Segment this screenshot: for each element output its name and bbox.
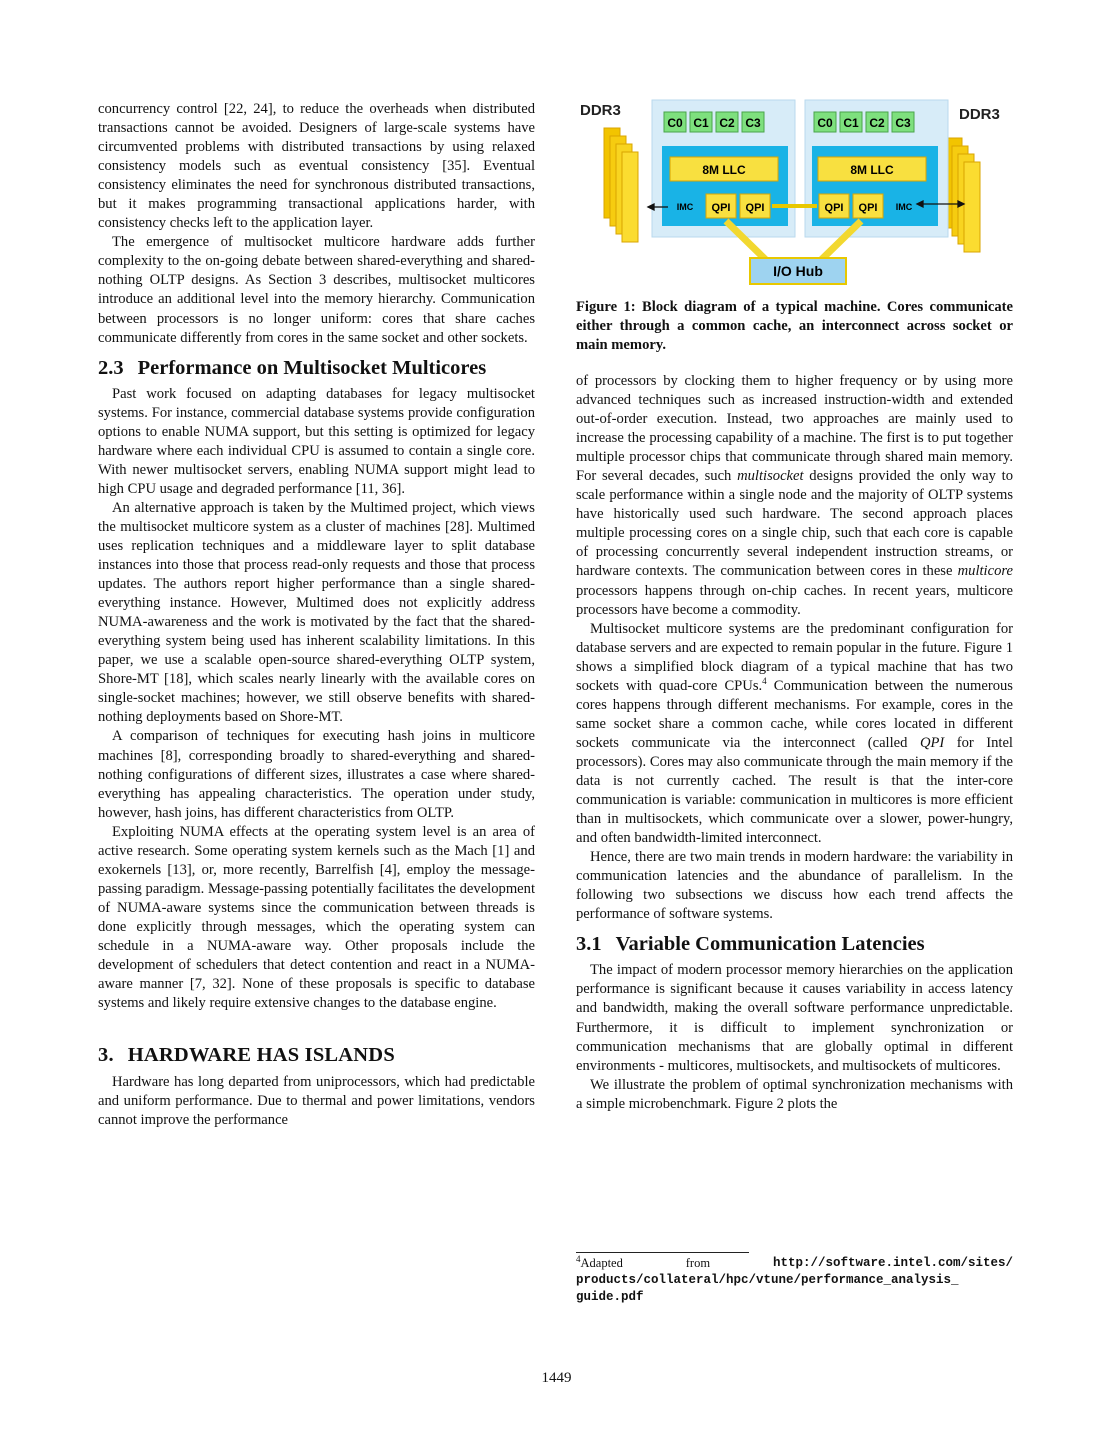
qpi-label: QPI <box>858 202 878 214</box>
core-label: C3 <box>745 116 761 130</box>
socket-1 <box>805 100 948 237</box>
paragraph: of processors by clocking them to higher frequency or by using more advanced techniques such as increased instruction-width and extended out-of-order execution. Instead, two approaches are mainly used to increase the processing capability of a machine. The first is to put together multiple processor chips that communicate through shared main memory. For several decades, such multisocket designs provided the only way to scale performance within a single node and the majority of OLTP systems have historically used such hardware. The second approach places multiple processing cores on a single chip, such that each core is capable of processing concurrently several independent instruction streams, or hardware contexts. The communication between cores in these multicore processors happens through on-chip caches. In recent years, multicore processors have become a commodity. <box>576 373 1014 618</box>
core-label: C2 <box>719 116 735 130</box>
qpi-label: QPI <box>824 202 844 214</box>
paragraph: We illustrate the problem of optimal synchronization mechanisms with a simple microbenchmark. Figure 2 plots the <box>576 1076 1013 1112</box>
footnote-link[interactable]: http://software.intel.com/sites/ <box>772 1256 1013 1270</box>
figure-caption: Figure 1: Block diagram of a typical machine. Cores communicate either through a common cache, an interconnect across socket or main memory. <box>576 299 1013 353</box>
socket-0 <box>652 100 795 237</box>
ddr-stack-right <box>946 138 980 252</box>
footnote-rule <box>576 1252 749 1253</box>
io-hub-label: I/O Hub <box>773 263 823 279</box>
imc-label: IMC <box>895 202 913 212</box>
block-diagram <box>576 98 1013 288</box>
paragraph: concurrency control [22, 24], to reduce the overheads when distributed transactions cannot be avoided. Designers of large-scale systems have circumvented problems with distributed transactions by using relaxed consistency models such as eventual consistency [35]. Eventual consistency eliminates the need for synchronous distributed transactions, but it makes programming transactional applications harder, with consistency checks left to the application layer. <box>98 101 535 232</box>
footnote-mark: 4 <box>762 675 767 686</box>
llc-label: 8M LLC <box>850 163 894 177</box>
paragraph: Multisocket multicore systems are the predominant configuration for database servers and are expected to remain popular in the future. Figure 1 shows a simplified block diagram of a typical machine that has two sockets with quad-core CPUs.$^4$ Communication between the numerous cores happens through different mechanisms. For example, cores in the same socket share a common cache, while cores located in different sockets communicate via the interconnect (called QPI for Intel processors). Cores may also communicate through the main memory if the data is not currently cached. The result is that the inter-core communication is variable: communication in multicores is more efficient than in multisockets, which communicate over a slower, power-hungry, and often bandwidth-limited interconnect. <box>576 620 1013 847</box>
paragraph: Past work focused on adapting databases for legacy multisocket systems. For instance, commercial database systems provide configuration options to enable NUMA support, but this setting is optimized for legacy hardware where each individual CPU is assumed to contain a single core. With newer multisocket servers, enabling NUMA support might lead to high CPU usage and degraded performance [11, 36]. <box>98 385 535 497</box>
footnote-link[interactable]: products/collateral/hpc/vtune/performance_analysis_ <box>576 1273 959 1287</box>
paragraph: The impact of modern processor memory hierarchies on the application performance is significant because it causes variability in access latency and bandwidth, making the overall software performance unpredictable. Furthermore, it is difficult to implement synchronization or communication mechanisms that are globally optimal in different environments - multicores, multisockets, and multisockets of multicores. <box>576 962 1013 1074</box>
core-label: C2 <box>869 116 885 130</box>
footnote: $^4$Adapted from http://software.intel.com/sites/ products/collateral/hpc/vtune/performance_analysis_ guide.pdf <box>576 1253 1013 1304</box>
paragraph: Hence, there are two main trends in modern hardware: the variability in communication latencies and the abundance of parallelism. In the following two subsections we discuss how each trend affects the performance of software systems. <box>576 849 1013 923</box>
core-label: C1 <box>693 116 709 130</box>
left-column <box>98 100 535 1130</box>
qpi-label: QPI <box>711 202 731 214</box>
paragraph: The emergence of multisocket multicore hardware adds further complexity to the on-going debate between shared-everything and shared-nothing OLTP designs. As Section 3 describes, multisocket multicores introduce an additional level into the memory hierarchy. Communication between processors is no longer uniform: cores that share caches communicate differently from cores in the same socket and other sockets. <box>98 234 535 346</box>
ddr-label-right: DDR3 <box>959 106 1000 123</box>
llc-label: 8M LLC <box>702 163 746 177</box>
ddr-label-left: DDR3 <box>580 102 621 119</box>
paragraph: Exploiting NUMA effects at the operating system level is an area of active research. Some operating system kernels such as the Mach [1] and exokernels [13], or, more recently, Barrelfish [4], employ the message-passing paradigm. Message-passing potentially facilitates the development of NUMA-aware systems since the communication between threads is done explicitly through messages, which the operating system can schedule in a NUMA-aware way. Other proposals include the development of schedulers that detect contention and react in a NUMA-aware manner [7, 32]. None of these proposals is specific to database systems and likely require extensive changes to the database engine. <box>98 823 535 1012</box>
section-heading-2-3: 2.3 Performance on Multisocket Multicores <box>98 356 487 379</box>
paragraph: An alternative approach is taken by the Multimed project, which views the multisocket multicore system as a cluster of machines [28]. Multimed uses replication techniques and a middleware layer to split database instances into those that process read-only requests and those that process updates. The authors report higher performance than a single shared-everything instance. However, Multimed does not explicitly address NUMA-awareness and the work is motivated by the fact that the shared-everything system being used has inherent scalability limitations. In this paper, we use a scalable open-source shared-everything OLTP system, Shore-MT [18], which scales nearly linearly with the available cores on single-socket machines; however, we still observe benefits with shared-nothing deployments based on Shore-MT. <box>98 499 535 726</box>
core-label: C0 <box>817 116 833 130</box>
ddr-stack-left <box>604 128 638 242</box>
core-label: C0 <box>667 116 683 130</box>
core-label: C3 <box>895 116 911 130</box>
paragraph: A comparison of techniques for executing hash joins in multicore machines [8], corresponding broadly to shared-everything and shared-nothing configurations of different sizes, illustrates a case where shared-everything has appealing characteristics. The operation under study, however, hash joins, has different characteristics from OLTP. <box>98 728 535 821</box>
figure-1 <box>576 98 1013 355</box>
imc-label: IMC <box>676 202 694 212</box>
page-number: 1449 <box>541 1370 572 1386</box>
right-column <box>576 372 1013 1114</box>
footnote-link[interactable]: guide.pdf <box>576 1290 644 1304</box>
core-label: C1 <box>843 116 859 130</box>
section-heading-3-1: 3.1 Variable Communication Latencies <box>576 933 925 956</box>
paragraph: Hardware has long departed from uniprocessors, which had predictable and uniform performance. Due to thermal and power limitations, vendors cannot improve the performance <box>98 1074 535 1129</box>
qpi-label: QPI <box>745 202 765 214</box>
section-heading-3: 3. HARDWARE HAS ISLANDS <box>98 1044 395 1067</box>
